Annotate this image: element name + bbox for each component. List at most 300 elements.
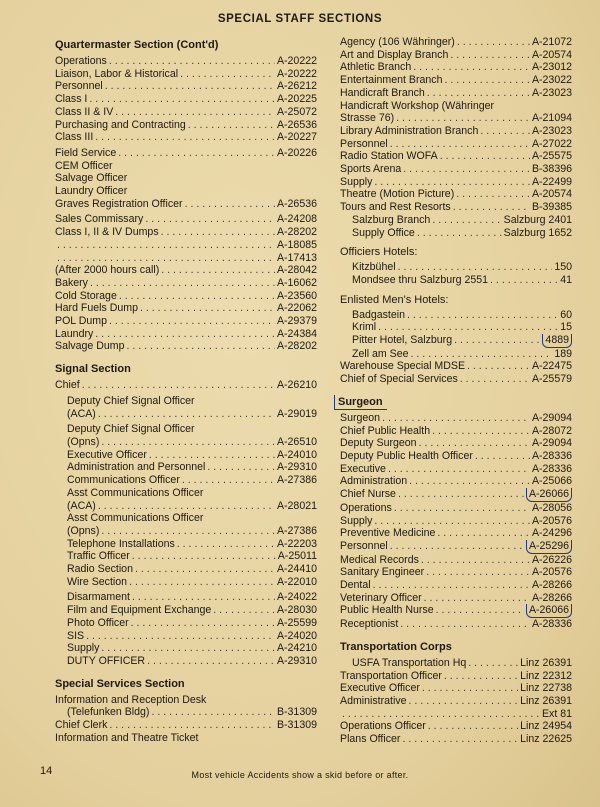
entry-phone-number: A-20222 [276, 67, 317, 80]
directory-entry [340, 515, 572, 528]
directory-entry [55, 461, 317, 474]
entry-phone-number: A-28266 [531, 591, 572, 604]
entry-label: Sports Arena [340, 163, 402, 176]
leader-dots [129, 576, 275, 589]
entry-label: Preventive Medicine [340, 527, 436, 540]
entry-label: Chief Public Health [340, 424, 431, 437]
entry-label: (Telefunken Bldg) [67, 706, 150, 719]
entry-phone-number: A-17413 [276, 251, 317, 264]
leader-dots [149, 449, 275, 462]
entry-label: Cold Storage [55, 289, 117, 302]
leader-dots [398, 261, 553, 274]
section [55, 677, 317, 745]
entry-phone-number: A-18085 [276, 238, 317, 251]
directory-entry [55, 642, 317, 655]
directory-entry [340, 682, 572, 695]
directory-entry [340, 670, 572, 683]
directory-entry [55, 719, 317, 732]
entry-label: Class I [55, 93, 88, 106]
entry-phone-number: A-26226 [531, 553, 572, 566]
entry-label: Supply Office [352, 226, 415, 239]
leader-dots [407, 309, 558, 322]
leader-dots [131, 617, 275, 630]
directory-entry [340, 112, 572, 125]
leader-dots [475, 450, 530, 463]
entry-phone-number: Linz 22625 [520, 733, 572, 746]
directory-entry [340, 188, 572, 201]
entry-phone-number: A-20574 [531, 188, 572, 201]
leader-dots [457, 36, 530, 49]
directory-entry [340, 74, 572, 87]
leader-dots [115, 106, 275, 119]
directory-entry [340, 163, 572, 176]
entry-label: Traffic Officer [67, 550, 130, 563]
directory-entry [55, 500, 317, 513]
leader-dots [388, 463, 530, 476]
entry-label: Salzburg Branch [352, 213, 431, 226]
entry-phone-number: A-20576 [531, 514, 572, 527]
section [340, 245, 572, 286]
leader-dots [101, 525, 275, 538]
leader-dots [480, 125, 530, 138]
entry-label: Class II & IV [55, 105, 114, 118]
entry-phone-number: A-27386 [276, 524, 317, 537]
entry-phone-number: 4889 [542, 334, 572, 348]
directory-entry [55, 290, 317, 303]
entry-label: Kriml [352, 321, 377, 334]
directory-entry [340, 49, 572, 62]
directory-entry [55, 147, 317, 160]
directory-entry [55, 119, 317, 132]
entry-label: Dental [340, 579, 371, 592]
entry-phone-number: 150 [554, 261, 572, 274]
subsection-title: Officiers Hotels: [340, 246, 418, 259]
leader-dots [101, 642, 275, 655]
directory-entry [340, 554, 572, 567]
left-column [55, 36, 317, 744]
entry-label: USFA Transportation Hq [352, 656, 467, 669]
entry-phone-number: Ext 81 [541, 707, 572, 720]
entry-label: DUTY OFFICER [67, 654, 146, 667]
directory-entry [55, 395, 317, 408]
section [55, 362, 317, 667]
directory-entry [55, 550, 317, 563]
entry-label: Sales Commissary [55, 213, 144, 226]
leader-dots [140, 302, 275, 315]
leader-dots [390, 138, 530, 151]
directory-entry [55, 226, 317, 239]
entry-phone-number: A-28266 [531, 579, 572, 592]
directory-entry [55, 340, 317, 353]
entry-phone-number: 15 [560, 321, 572, 334]
directory-entry [55, 576, 317, 589]
directory-entry [340, 36, 572, 49]
entry-label: Salvage Dump [55, 340, 125, 353]
directory-list [340, 309, 572, 386]
entry-phone-number: A-28336 [531, 449, 572, 462]
directory-entry [340, 125, 572, 138]
directory-list [340, 36, 572, 239]
entry-label: Agency (106 Währinger) [340, 36, 455, 48]
entry-label: Laundry Officer [55, 185, 128, 198]
entry-label: Tours and Rest Resorts [340, 201, 451, 214]
directory-entry [55, 264, 317, 277]
directory-entry [340, 309, 572, 322]
leader-dots [432, 425, 530, 438]
entry-label: Asst Communications Officer [67, 512, 204, 525]
directory-entry [340, 348, 572, 361]
entry-phone-number: A-21094 [531, 112, 572, 125]
entry-label: Public Health Nurse [340, 604, 434, 617]
entry-phone-number: A-28056 [531, 501, 572, 514]
leader-dots [127, 340, 275, 353]
entry-label: Chief Clerk [55, 719, 108, 732]
entry-label: Information and Reception Desk [55, 693, 207, 706]
entry-phone-number: A-26536 [276, 118, 317, 131]
entry-phone-number: A-28202 [276, 226, 317, 239]
directory-entry [340, 475, 572, 488]
entry-label: Photo Officer [67, 616, 129, 629]
entry-label: Film and Equipment Exchange [67, 604, 212, 617]
leader-dots [456, 188, 530, 201]
leader-dots [444, 74, 529, 87]
entry-label: Class III [55, 131, 94, 144]
entry-phone-number: A-26066 [526, 604, 572, 618]
directory-entry [340, 437, 572, 450]
entry-phone-number: A-29310 [276, 461, 317, 474]
entry-label: Library Administration Branch [340, 124, 479, 137]
section-title [55, 677, 317, 691]
directory-entry [55, 706, 317, 719]
directory-entry [55, 185, 317, 198]
leader-dots [409, 695, 519, 708]
leader-dots [57, 239, 275, 252]
leader-dots [437, 527, 530, 540]
entry-phone-number: A-23012 [531, 61, 572, 74]
directory-entry [55, 80, 317, 93]
directory-entry [340, 176, 572, 189]
leader-dots [444, 670, 518, 683]
entry-label: Field Service [55, 146, 117, 159]
entry-phone-number: A-25011 [277, 550, 317, 563]
entry-phone-number: A-24296 [531, 527, 572, 540]
leader-dots [432, 214, 501, 227]
entry-phone-number: A-20574 [531, 48, 572, 61]
leader-dots [151, 706, 274, 719]
entry-label: Executive Officer [67, 448, 147, 461]
entry-phone-number: A-28042 [276, 264, 317, 277]
entry-phone-number: A-28030 [276, 604, 317, 617]
directory-entry [55, 302, 317, 315]
entry-phone-number: Linz 22312 [520, 669, 572, 682]
directory-entry [340, 720, 572, 733]
directory-entry [340, 201, 572, 214]
entry-label: Veterinary Officer [340, 591, 422, 604]
entry-phone-number: A-22062 [276, 302, 317, 315]
entry-phone-number: A-22203 [276, 537, 317, 550]
entry-label: Wire Section [67, 575, 128, 588]
entry-phone-number: A-26210 [276, 379, 317, 392]
directory-entry [340, 618, 572, 631]
directory-entry [55, 617, 317, 630]
entry-phone-number: A-20222 [276, 55, 317, 67]
leader-dots [57, 252, 275, 265]
directory-entry [340, 334, 572, 348]
entry-phone-number: Linz 26391 [520, 694, 572, 707]
entry-phone-number: A-29094 [531, 411, 572, 424]
directory-entry [340, 373, 572, 386]
section-title [55, 38, 317, 52]
leader-dots [419, 437, 530, 450]
entry-label: Asst Communications Officer [67, 486, 204, 499]
directory-entry [340, 360, 572, 373]
section-title-text: Surgeon [334, 395, 387, 410]
entry-label: Liaison, Labor & Historical [55, 67, 179, 80]
directory-entry [55, 131, 317, 144]
leader-dots [147, 655, 275, 668]
leader-dots [132, 550, 276, 563]
leader-dots [417, 227, 502, 240]
leader-dots [378, 321, 558, 334]
entry-label: Administration and Personnel [67, 461, 206, 474]
entry-phone-number: A-28202 [276, 340, 317, 353]
directory-entry [55, 68, 317, 81]
entry-phone-number: A-27386 [276, 474, 317, 487]
entry-label: Bakery [55, 276, 88, 289]
directory-entry [55, 172, 317, 185]
leader-dots [98, 408, 275, 421]
leader-dots [450, 49, 530, 62]
entry-label: Chief of Special Services [340, 373, 458, 386]
entry-label: Executive Officer [340, 682, 420, 695]
leader-dots [467, 360, 530, 373]
leader-dots [98, 500, 275, 513]
section [55, 38, 317, 353]
entry-label: Receptionist [340, 618, 399, 631]
entry-label: Zell am See [352, 347, 409, 360]
leader-dots [109, 315, 275, 328]
entry-label: Transportation Officer [340, 669, 442, 682]
directory-entry [340, 412, 572, 425]
directory-entry [340, 138, 572, 151]
entry-phone-number: A-21072 [531, 36, 572, 48]
entry-label: Chief [55, 379, 80, 392]
entry-label: Supply [340, 514, 373, 527]
entry-label: Entertainment Branch [340, 74, 443, 87]
leader-dots [396, 112, 530, 125]
directory-entry [340, 695, 572, 708]
entry-label: Handicraft Branch [340, 86, 425, 99]
directory-entry [55, 732, 317, 745]
directory-entry [340, 227, 572, 240]
directory-entry [55, 449, 317, 462]
entry-phone-number: Salzburg 1652 [503, 226, 572, 239]
entry-phone-number: A-25575 [531, 150, 572, 163]
directory-entry [55, 160, 317, 173]
entry-phone-number: A-23560 [276, 289, 317, 302]
directory-entry [340, 450, 572, 463]
entry-label: Theatre (Motion Picture) [340, 188, 455, 201]
entry-label: Mondsee thru Salzburg 2551 [352, 273, 489, 286]
directory-entry [340, 566, 572, 579]
entry-phone-number: A-23022 [531, 74, 572, 87]
leader-dots [207, 461, 275, 474]
leader-dots [132, 591, 275, 604]
directory-entry [340, 540, 572, 554]
leader-dots [105, 80, 275, 93]
directory-entry [340, 261, 572, 274]
entry-phone-number: A-23023 [531, 124, 572, 137]
entry-label: Graves Registration Officer [55, 197, 183, 210]
directory-entry [55, 277, 317, 290]
leader-dots [411, 348, 553, 361]
entry-phone-number: A-22499 [531, 175, 572, 188]
page-number: 14 [40, 765, 53, 777]
entry-phone-number: Linz 26391 [520, 656, 572, 669]
directory-entry [55, 252, 317, 265]
directory-entry [340, 150, 572, 163]
directory-entry [55, 379, 317, 392]
entry-label: Personnel [340, 137, 388, 150]
entry-phone-number: 189 [554, 347, 572, 360]
leader-dots [342, 708, 540, 721]
page-header: SPECIAL STAFF SECTIONS [217, 13, 383, 25]
leader-dots [490, 274, 558, 287]
directory-entry [340, 463, 572, 476]
leader-dots [422, 682, 518, 695]
entry-label: Strasse 76) [340, 112, 395, 125]
leader-dots [398, 488, 524, 501]
directory-list [340, 412, 572, 631]
leader-dots [101, 436, 275, 449]
entry-label: (After 2000 hours call) [55, 264, 160, 277]
entry-phone-number: A-25599 [276, 616, 317, 629]
entry-phone-number: Salzburg 2401 [503, 213, 572, 226]
entry-label: Athletic Branch [340, 61, 412, 74]
entry-label: SIS [67, 629, 85, 642]
entry-label: Surgeon [340, 411, 381, 424]
directory-list [340, 261, 572, 286]
directory-entry [55, 106, 317, 119]
entry-phone-number: A-20226 [276, 146, 317, 159]
leader-dots [161, 226, 275, 239]
directory-entry [340, 321, 572, 334]
entry-label: Medical Records [340, 553, 419, 566]
entry-label: Personnel [55, 80, 103, 93]
leader-dots [109, 55, 275, 68]
entry-label: (ACA) [67, 407, 96, 420]
leader-dots [402, 733, 518, 746]
entry-phone-number: A-26212 [276, 80, 317, 93]
entry-phone-number: B-31309 [276, 706, 317, 719]
entry-label: Executive [340, 462, 386, 475]
leader-dots [95, 131, 275, 144]
directory-entry [340, 425, 572, 438]
leader-dots [428, 720, 518, 733]
entry-phone-number: A-24410 [276, 563, 317, 576]
entry-phone-number: A-25579 [531, 373, 572, 386]
leader-dots [453, 201, 530, 214]
directory-entry [55, 213, 317, 226]
page-footer: Most vehicle Accidents show a skid before or after. [191, 770, 409, 780]
directory-entry [340, 592, 572, 605]
directory-entry [340, 708, 572, 721]
entry-label: Hard Fuels Dump [55, 302, 139, 315]
entry-label: Badgastein [352, 308, 406, 321]
directory-entry [55, 239, 317, 252]
leader-dots [440, 150, 530, 163]
entry-label: Sanitary Engineer [340, 566, 425, 579]
leader-dots [135, 563, 275, 576]
entry-label: Administrative [340, 694, 407, 707]
directory-entry [55, 487, 317, 500]
leader-dots [89, 93, 275, 106]
entry-label: Pitter Hotel, Salzburg [352, 334, 453, 347]
leader-dots [95, 328, 275, 341]
entry-phone-number: A-25296 [526, 540, 572, 554]
entry-label: Art and Display Branch [340, 48, 449, 61]
entry-label: Communications Officer [67, 474, 180, 487]
entry-phone-number: A-29019 [276, 407, 317, 420]
entry-phone-number: A-29379 [276, 315, 317, 328]
directory-entry [55, 604, 317, 617]
entry-label: Personnel [340, 539, 388, 552]
directory-entry [340, 733, 572, 746]
leader-dots [454, 334, 540, 347]
entry-label: (ACA) [67, 499, 96, 512]
leader-dots [409, 475, 530, 488]
entry-phone-number: A-29310 [276, 654, 317, 667]
entry-phone-number: A-23023 [531, 86, 572, 99]
directory-entry [55, 591, 317, 604]
right-column [340, 36, 572, 746]
leader-dots [188, 119, 275, 132]
leader-dots [82, 379, 275, 392]
section [340, 395, 572, 631]
entry-label: Warehouse Special MDSE [340, 360, 466, 373]
leader-dots [413, 61, 530, 74]
directory-entry [55, 474, 317, 487]
directory-entry [340, 579, 572, 592]
entry-label: Telephone Installations [67, 537, 175, 550]
leader-dots [180, 68, 275, 81]
directory-entry [55, 93, 317, 106]
directory-entry [55, 694, 317, 707]
entry-phone-number: A-28021 [276, 499, 317, 512]
entry-phone-number: A-24210 [276, 642, 317, 655]
entry-phone-number: A-26510 [276, 435, 317, 448]
entry-phone-number: Linz 22738 [520, 682, 572, 695]
leader-dots [421, 554, 530, 567]
entry-label: Disarmament [67, 591, 130, 604]
entry-label: Class I, II & IV Dumps [55, 226, 159, 239]
directory-entry [55, 198, 317, 211]
entry-label: Radio Station WOFA [340, 150, 438, 163]
directory-entry [55, 630, 317, 643]
entry-phone-number: A-25066 [531, 475, 572, 488]
leader-dots [400, 618, 530, 631]
entry-phone-number: A-24020 [276, 629, 317, 642]
directory-entry [340, 87, 572, 100]
entry-label: Deputy Chief Signal Officer [67, 423, 195, 436]
directory-entry [55, 512, 317, 525]
entry-phone-number: B-31309 [276, 719, 317, 732]
directory-entry [55, 328, 317, 341]
directory-entry [340, 502, 572, 515]
directory-list [55, 55, 317, 353]
entry-phone-number: A-24208 [276, 213, 317, 226]
entry-phone-number: A-29094 [531, 437, 572, 450]
